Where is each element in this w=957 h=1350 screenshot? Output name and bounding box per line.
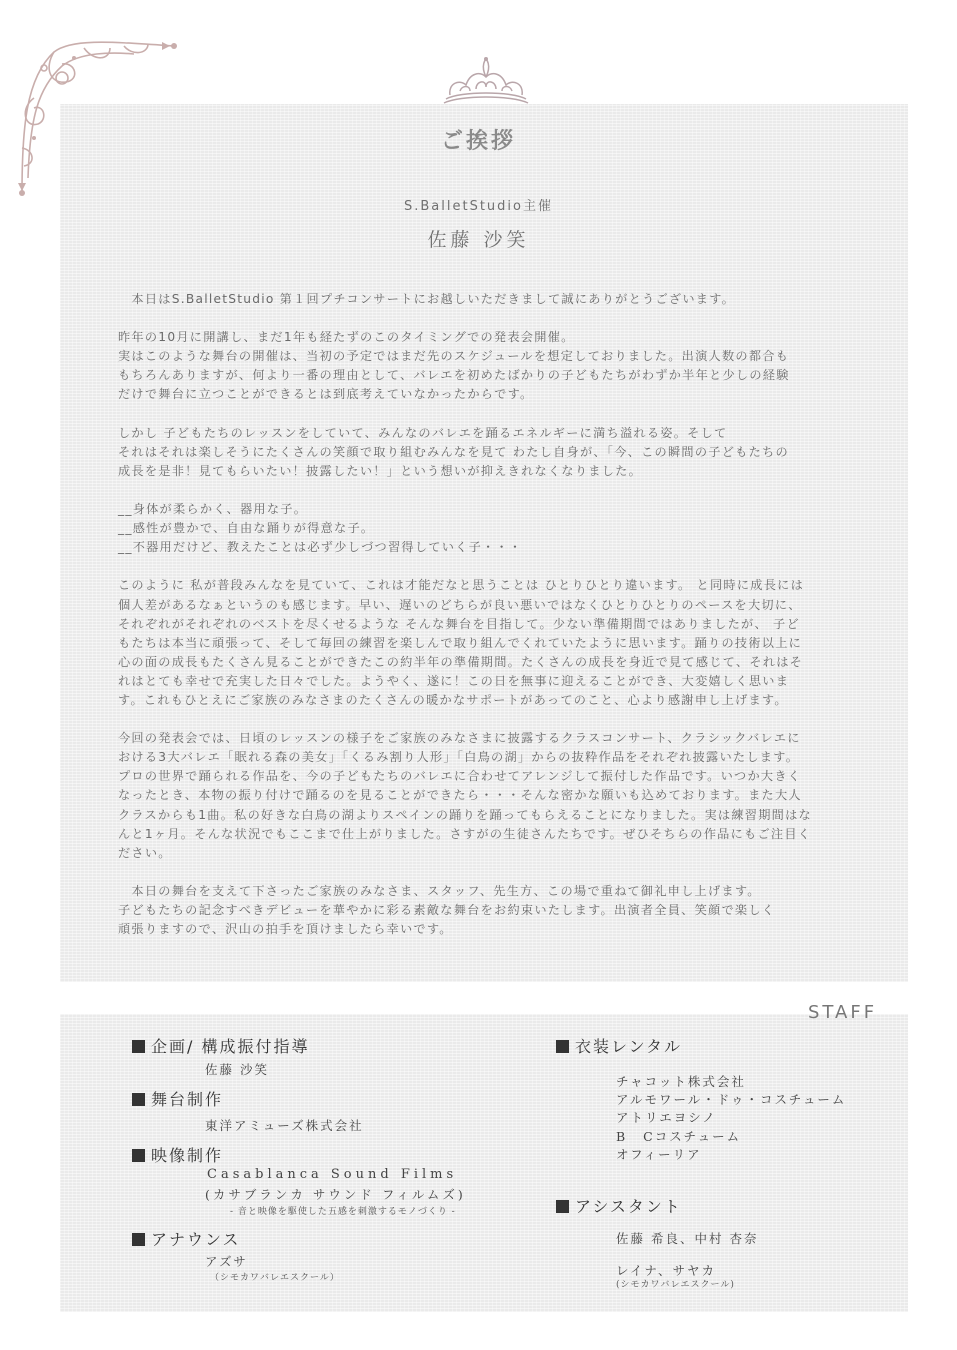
letter-paragraph xyxy=(118,424,863,481)
letter-paragraph xyxy=(118,576,863,710)
organizer-line: S.BalletStudio主催 xyxy=(404,199,553,214)
letter-line: それぞれがそれぞれのベストを尽くせるような そんな舞台を目指して。少ない準備期間ではありましたが、 子ど xyxy=(118,616,800,631)
author-name: 佐藤 沙笑 xyxy=(427,229,530,251)
letter-line: __不器用だけど、教えたことは必ず少しづつ習得していく子・・・ xyxy=(118,540,523,555)
announce-affiliation: （シモカワバレエスクール） xyxy=(210,1273,340,1283)
letter-line: おける3大バレエ「眠れる森の美女」「くるみ割り人形」「白鳥の湖」からの抜粋作品をそれぞれ披露いたします。 xyxy=(118,750,800,765)
letter-line: 今回の発表会では、日頃のレッスンの様子をご家族のみなさまに披露するクラスコンサート、クラシックバレエに xyxy=(118,731,801,746)
letter-paragraph xyxy=(118,729,863,863)
letter-line: しかし 子どもたちのレッスンをしていて、みんなのバレエを踊るエネルギーに満ち溢れる姿。そして xyxy=(118,425,728,440)
greeting-letter xyxy=(118,290,863,958)
letter-line: 頑張りますので、沢山の拍手を頂けましたら幸いです。 xyxy=(118,922,453,937)
assistant-names: 佐藤 希良、中村 杏奈 xyxy=(616,1231,759,1246)
video-tagline: - 音と映像を駆使した五感を刺激するモノづくり - xyxy=(230,1207,456,1217)
square-bullet-icon xyxy=(556,1200,569,1213)
letter-line: このように 私が普段みんなを見ていて、これは才能だなと思うことは ひとりひとり違います。 と同時に成長には xyxy=(118,578,805,593)
role-planning: 企画/ 構成振付指導 xyxy=(132,1034,309,1057)
square-bullet-icon xyxy=(132,1233,145,1246)
letter-line: 本日の舞台を支えて下さったご家族のみなさま、スタッフ、先生方、この場で重ねて御礼申し上げます。 xyxy=(118,883,761,898)
letter-line: れはとても幸せで充実した日々でした。ようやく、遂に！この日を無事に迎えることができ、大変嬉しく思いま xyxy=(118,673,790,688)
square-bullet-icon xyxy=(132,1093,145,1106)
square-bullet-icon xyxy=(556,1040,569,1053)
costume-name: B Cコスチューム xyxy=(616,1129,742,1144)
staff-heading: STAFF xyxy=(808,1002,878,1023)
letter-line: 本日はS.BalletStudio 第１回プチコンサートにお越しいただきまして誠にありがとうございます。 xyxy=(118,292,736,306)
letter-line: んと1ヶ月。そんな状況でもここまで仕上がりました。さすがの生徒さんたちです。ぜひそちらの作品にもご注目く xyxy=(118,826,812,841)
video-name-kana: (カサブランカ サウンド フィルムズ) xyxy=(205,1187,466,1202)
assistant-names-2: レイナ、サヤカ xyxy=(616,1263,717,1278)
role-announce: アナウンス xyxy=(132,1227,241,1250)
role-stage: 舞台制作 xyxy=(132,1087,223,1110)
letter-line: 子どもたちの記念すべきデビューを華やかに彩る素敵な舞台をお約束いたします。出演者全員、笑顔で楽しく xyxy=(118,903,776,917)
costume-name: アルモワール・ドゥ・コスチューム xyxy=(616,1092,847,1107)
role-video: 映像制作 xyxy=(132,1143,223,1166)
letter-line: だけで舞台に立つことができるとは到底考えていなかったからです。 xyxy=(118,387,534,402)
letter-line: それはそれは楽しそうにたくさんの笑顔で取り組むみんなを見て わたし自身が、「今、この瞬間の子どもたちの xyxy=(118,444,789,459)
assistant-affiliation: (シモカワバレエスクール) xyxy=(616,1280,735,1290)
letter-paragraph xyxy=(118,882,863,939)
announce-name: アズサ xyxy=(205,1254,248,1269)
letter-line: もちろんありますが、何より一番の理由として、バレエを初めたばかりの子どもたちがわずか半年と少しの経験 xyxy=(118,368,790,383)
letter-line: クラスからも1曲。私の好きな白鳥の湖よりスペインの踊りを踊ってもらえることになりました。実は練習期間はな xyxy=(118,807,812,822)
letter-line: プロの世界で踊られる作品を、今の子どもたちのバレエに合わせてアレンジして振付した作品です。いつか大きく xyxy=(118,769,802,784)
letter-paragraph xyxy=(118,290,863,309)
letter-line: 心の面の成長もたくさん見ることができたこの約半年の準備期間。たくさんの成長を身近で見て感じて、それはそ xyxy=(118,654,804,669)
page-title: ご挨拶 xyxy=(440,129,516,154)
letter-line: 昨年の10月に開講し、まだ1年も経たずのこのタイミングでの発表会開催。 xyxy=(118,330,575,345)
letter-line: 個人差があるなぁというのも感じます。早い、遅いのどちらが良い悪いではなくひとりひとりのペースを大切に、 xyxy=(118,597,802,612)
tiara-icon xyxy=(440,55,532,105)
costume-name: アトリエヨシノ xyxy=(616,1110,717,1125)
planning-name: 佐藤 沙笑 xyxy=(205,1062,269,1077)
stage-name: 東洋アミューズ株式会社 xyxy=(205,1118,364,1133)
costume-name: チャコット株式会社 xyxy=(616,1074,746,1089)
square-bullet-icon xyxy=(132,1149,145,1162)
letter-line: もたちは本当に頑張って、そして毎回の練習を楽しんで取り組んでくれていたように思います。踊りの技術以上に xyxy=(118,635,803,650)
letter-line: __感性が豊かで、自由な踊りが得意な子。 xyxy=(118,521,375,536)
letter-paragraph xyxy=(118,328,863,404)
letter-line: 成長を是非！見てもらいたい！披露したい！」という想いが抑えきれなくなりました。 xyxy=(118,463,643,478)
square-bullet-icon xyxy=(132,1040,145,1053)
letter-line: なったとき、本物の振り付けで踊るのを見ることができたら・・・そんな密かな願いも込めております。また大人 xyxy=(118,788,802,803)
letter-line: __身体が柔らかく、器用な子。 xyxy=(118,502,308,517)
role-costume: 衣装レンタル xyxy=(556,1034,682,1057)
letter-line: す。これもひとえにご家族のみなさまのたくさんの暖かなサポートがあってのこと、心より感謝申し上げます。 xyxy=(118,692,788,707)
costume-name: オフィーリア xyxy=(616,1147,702,1162)
letter-line: ださい。 xyxy=(118,845,172,860)
role-assistant: アシスタント xyxy=(556,1194,682,1217)
floral-corner-ornament-icon xyxy=(14,38,179,198)
video-name-en: Casablanca Sound Films xyxy=(207,1167,458,1182)
letter-line: 実はこのような舞台の開催は、当初の予定ではまだ先のスケジュールを想定しておりました。出演人数の都合も xyxy=(118,349,790,364)
letter-paragraph xyxy=(118,500,863,557)
